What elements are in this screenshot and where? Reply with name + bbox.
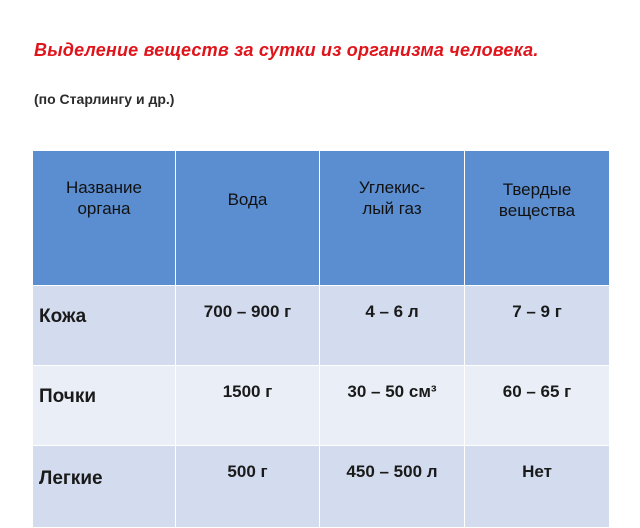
page-subtitle: (по Старлингу и др.)	[34, 91, 175, 107]
header-organ: Название органа	[33, 151, 176, 286]
co2-cell: 30 – 50 см³	[320, 366, 465, 446]
co2-cell: 450 – 500 л	[320, 446, 465, 528]
water-cell: 700 – 900 г	[176, 286, 320, 366]
table-header-row	[33, 151, 610, 286]
header-water: Вода	[176, 151, 320, 286]
page-title: Выделение веществ за сутки из организма человека.	[34, 40, 539, 60]
water-cell: 500 г	[176, 446, 320, 528]
solids-cell: 7 – 9 г	[465, 286, 610, 366]
table-row	[33, 366, 610, 446]
solids-cell: Нет	[465, 446, 610, 528]
co2-cell: 4 – 6 л	[320, 286, 465, 366]
header-solids: Твердые вещества	[465, 151, 610, 286]
solids-cell: 60 – 65 г	[465, 366, 610, 446]
organ-cell: Кожа	[33, 286, 176, 366]
water-cell: 1500 г	[176, 366, 320, 446]
header-co2: Углекис-лый газ	[320, 151, 465, 286]
table-row	[33, 286, 610, 366]
organ-cell: Почки	[33, 366, 176, 446]
table-row	[33, 446, 610, 528]
organ-cell: Легкие	[33, 446, 176, 528]
excretion-table	[32, 150, 610, 528]
